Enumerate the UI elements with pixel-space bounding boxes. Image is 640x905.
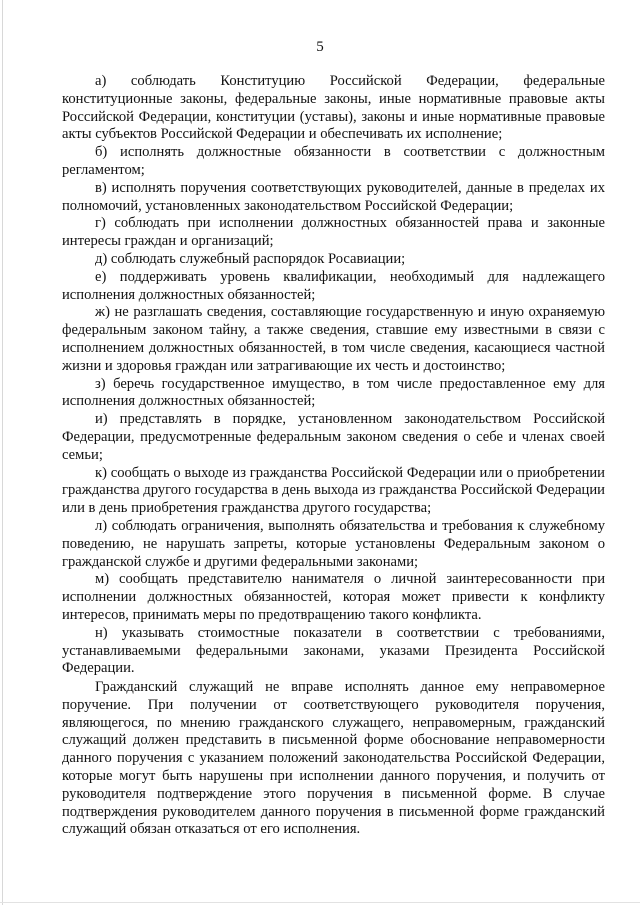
- unlawful-order-paragraph: Гражданский служащий не вправе исполнять данное ему неправомерное поручение. При получении от соответствующего руководителя поручения, являющегося, по мнению гражданского служащего, неправомерным, гражданский служащий должен представить в письменной форме обоснование неправомерности данного поручения с указанием положений законодательства Российской Федерации, которые могут быть нарушены при исполнении данного поручения, и получить от руководителя подтверждение этого поручения в письменной форме. В случае подтверждения руководителем данного поручения в письменной форме гражданский служащий обязан отказаться от его исполнения.: [62, 679, 605, 838]
- duty-item-l: л) соблюдать ограничения, выполнять обязательства и требования к служебному поведению, не нарушать запреты, которые установлены Федеральным законом о гражданской службе и другими федеральными законами;: [62, 517, 605, 570]
- scan-bottom-line: [0, 902, 640, 903]
- scan-edge-line: [2, 0, 3, 905]
- page-number: 5: [316, 39, 324, 55]
- duty-item-d: д) соблюдать служебный распорядок Росавиации;: [95, 250, 406, 267]
- duty-item-n: н) указывать стоимостные показатели в соответствии с требованиями, устанавливаемыми федеральными законами, указами Президента Российской Федерации.: [62, 624, 605, 677]
- duty-item-z: з) беречь государственное имущество, в том числе предоставленное ему для исполнения должностных обязанностей;: [62, 375, 605, 410]
- duty-item-k: к) сообщать о выходе из гражданства Российской Федерации или о приобретении гражданства другого государства в день выхода из гражданства Российской Федерации или в день приобретения гражданства другого государства;: [62, 464, 605, 517]
- duty-item-m: м) сообщать представителю нанимателя о личной заинтересованности при исполнении должностных обязанностей, которая может привести к конфликту интересов, принимать меры по предотвращению такого конфликта.: [62, 571, 605, 623]
- duty-item-zh: ж) не разглашать сведения, составляющие государственную и иную охраняемую федеральным законом тайну, а также сведения, ставшие ему известными в связи с исполнением должностных обязанностей, в том числе сведения, касающиеся частной жизни и здоровья граждан или затрагивающие их честь и достоинство;: [62, 304, 605, 374]
- duty-item-g: г) соблюдать при исполнении должностных обязанностей права и законные интересы граждан и организаций;: [62, 215, 605, 250]
- duty-item-v: в) исполнять поручения соответствующих руководителей, данные в пределах их полномочий, установленных законодательством Российской Федерации;: [62, 179, 605, 214]
- duty-item-b: б) исполнять должностные обязанности в соответствии с должностным регламентом;: [62, 144, 605, 178]
- duty-item-e: е) поддерживать уровень квалификации, необходимый для надлежащего исполнения должностных обязанностей;: [62, 268, 605, 303]
- duty-item-a: а) соблюдать Конституцию Российской Федерации, федеральные конституционные законы, федеральные законы, иные нормативные правовые акты Российской Федерации, конституции (уставы), законы и иные нормативные правовые акты субъектов Российской Федерации и обеспечивать их исполнение;: [62, 73, 605, 143]
- document-body: [62, 73, 605, 839]
- duty-item-i: и) представлять в порядке, установленном законодательством Российской Федерации, предусмотренные федеральным законом сведения о себе и членах своей семьи;: [62, 411, 605, 463]
